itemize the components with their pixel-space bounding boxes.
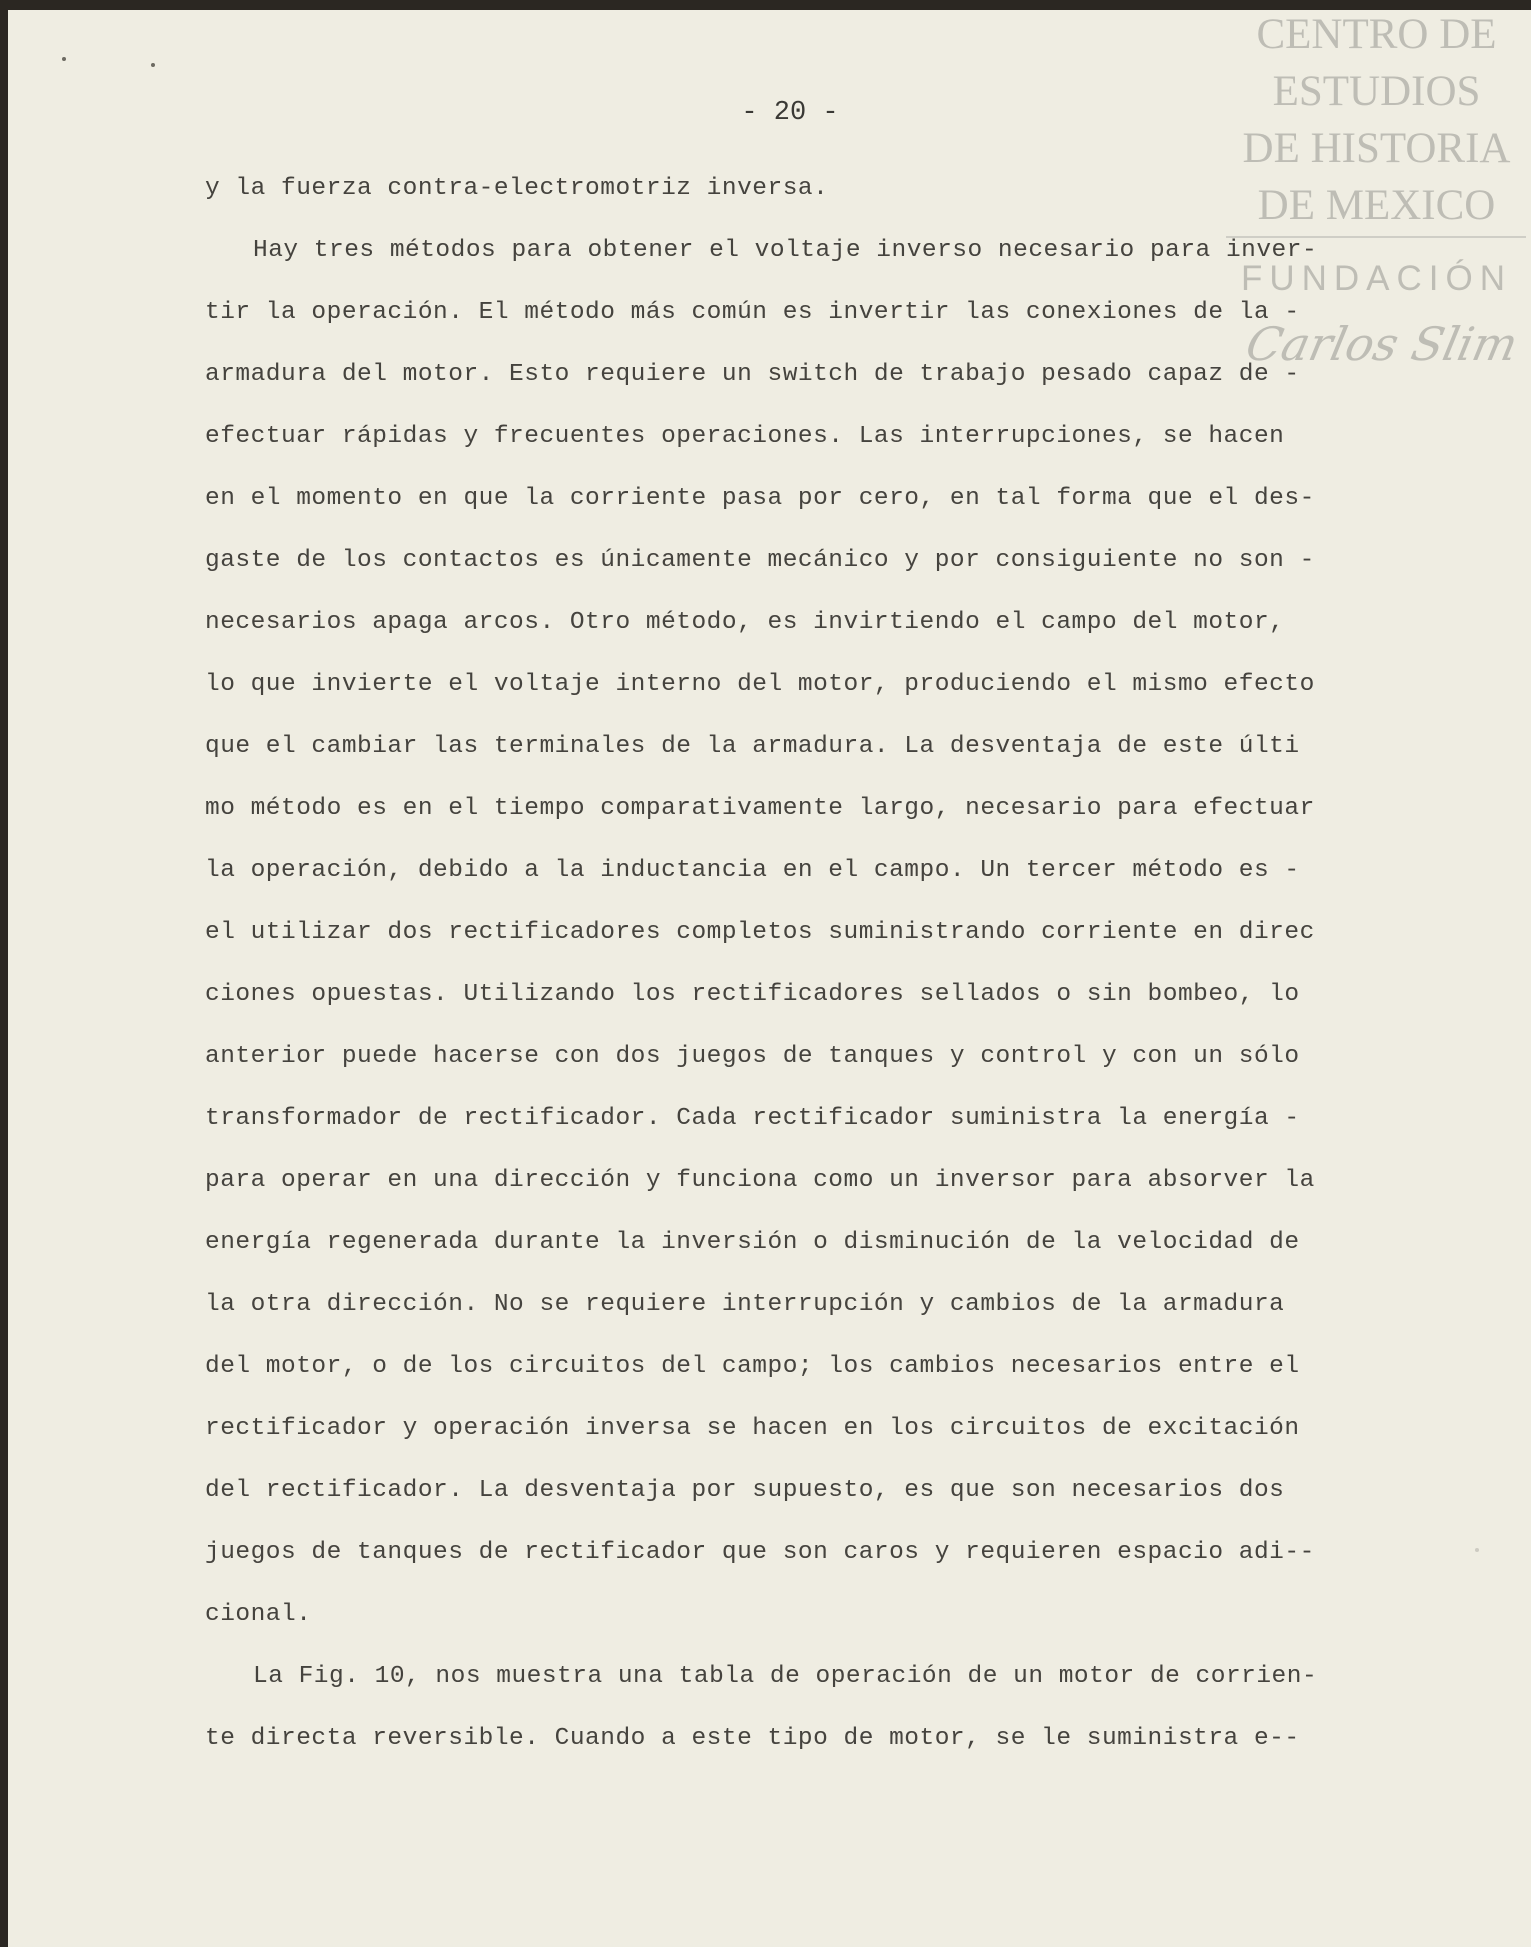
watermark-line: ESTUDIOS [1272, 68, 1481, 115]
text-line: anterior puede hacerse con dos juegos de tanques y control y con un sólo [205, 1043, 1300, 1070]
text-line: ciones opuestas. Utilizando los rectificadores sellados o sin bombeo, lo [205, 981, 1300, 1008]
watermark-signature: Carlos Slim [1241, 317, 1523, 371]
text-line: en el momento en que la corriente pasa por cero, en tal forma que el des- [205, 485, 1315, 512]
page-number: - 20 - [741, 98, 839, 128]
speck [62, 57, 66, 61]
text-line: la operación, debido a la inductancia en el campo. Un tercer método es - [205, 857, 1300, 884]
text-line: transformador de rectificador. Cada rectificador suministra la energía - [205, 1105, 1300, 1132]
text-line: para operar en una dirección y funciona como un inversor para absorver la [205, 1167, 1315, 1194]
text-line: del rectificador. La desventaja por supuesto, es que son necesarios dos [205, 1477, 1285, 1504]
text-line: te directa reversible. Cuando a este tipo de motor, se le suministra e-- [205, 1725, 1300, 1752]
text-line: Hay tres métodos para obtener el voltaje inverso necesario para inver- [253, 237, 1318, 264]
text-line: efectuar rápidas y frecuentes operaciones. Las interrupciones, se hacen [205, 423, 1285, 450]
text-line: energía regenerada durante la inversión o disminución de la velocidad de [205, 1229, 1300, 1256]
text-line: necesarios apaga arcos. Otro método, es invirtiendo el campo del motor, [205, 609, 1285, 636]
text-line: juegos de tanques de rectificador que son caros y requieren espacio adi-- [205, 1539, 1315, 1566]
text-line: que el cambiar las terminales de la armadura. La desventaja de este últi [205, 733, 1300, 760]
watermark-foundation: FUNDACIÓN [1240, 259, 1513, 298]
text-line: lo que invierte el voltaje interno del motor, produciendo el mismo efecto [205, 671, 1315, 698]
text-line: gaste de los contactos es únicamente mecánico y por consiguiente no son - [205, 547, 1315, 574]
text-line: rectificador y operación inversa se hacen en los circuitos de excitación [205, 1415, 1300, 1442]
text-line: el utilizar dos rectificadores completos suministrando corriente en direc [205, 919, 1315, 946]
text-line: mo método es en el tiempo comparativamente largo, necesario para efectuar [205, 795, 1315, 822]
watermark-line: CENTRO DE [1256, 11, 1497, 58]
text-line: cional. [205, 1601, 312, 1628]
document-body [205, 158, 1375, 1770]
text-line: tir la operación. El método más común es invertir las conexiones de la - [205, 299, 1300, 326]
watermark-line: DE HISTORIA [1242, 125, 1511, 172]
text-line: armadura del motor. Esto requiere un switch de trabajo pesado capaz de - [205, 361, 1300, 388]
speck [151, 63, 155, 67]
text-line: del motor, o de los circuitos del campo; los cambios necesarios entre el [205, 1353, 1300, 1380]
text-line: y la fuerza contra-electromotriz inversa. [205, 175, 829, 202]
text-line: La Fig. 10, nos muestra una tabla de operación de un motor de corrien- [253, 1663, 1318, 1690]
watermark-line: DE MEXICO [1257, 182, 1496, 229]
text-line: la otra dirección. No se requiere interrupción y cambios de la armadura [205, 1291, 1285, 1318]
speck [1475, 1548, 1479, 1552]
